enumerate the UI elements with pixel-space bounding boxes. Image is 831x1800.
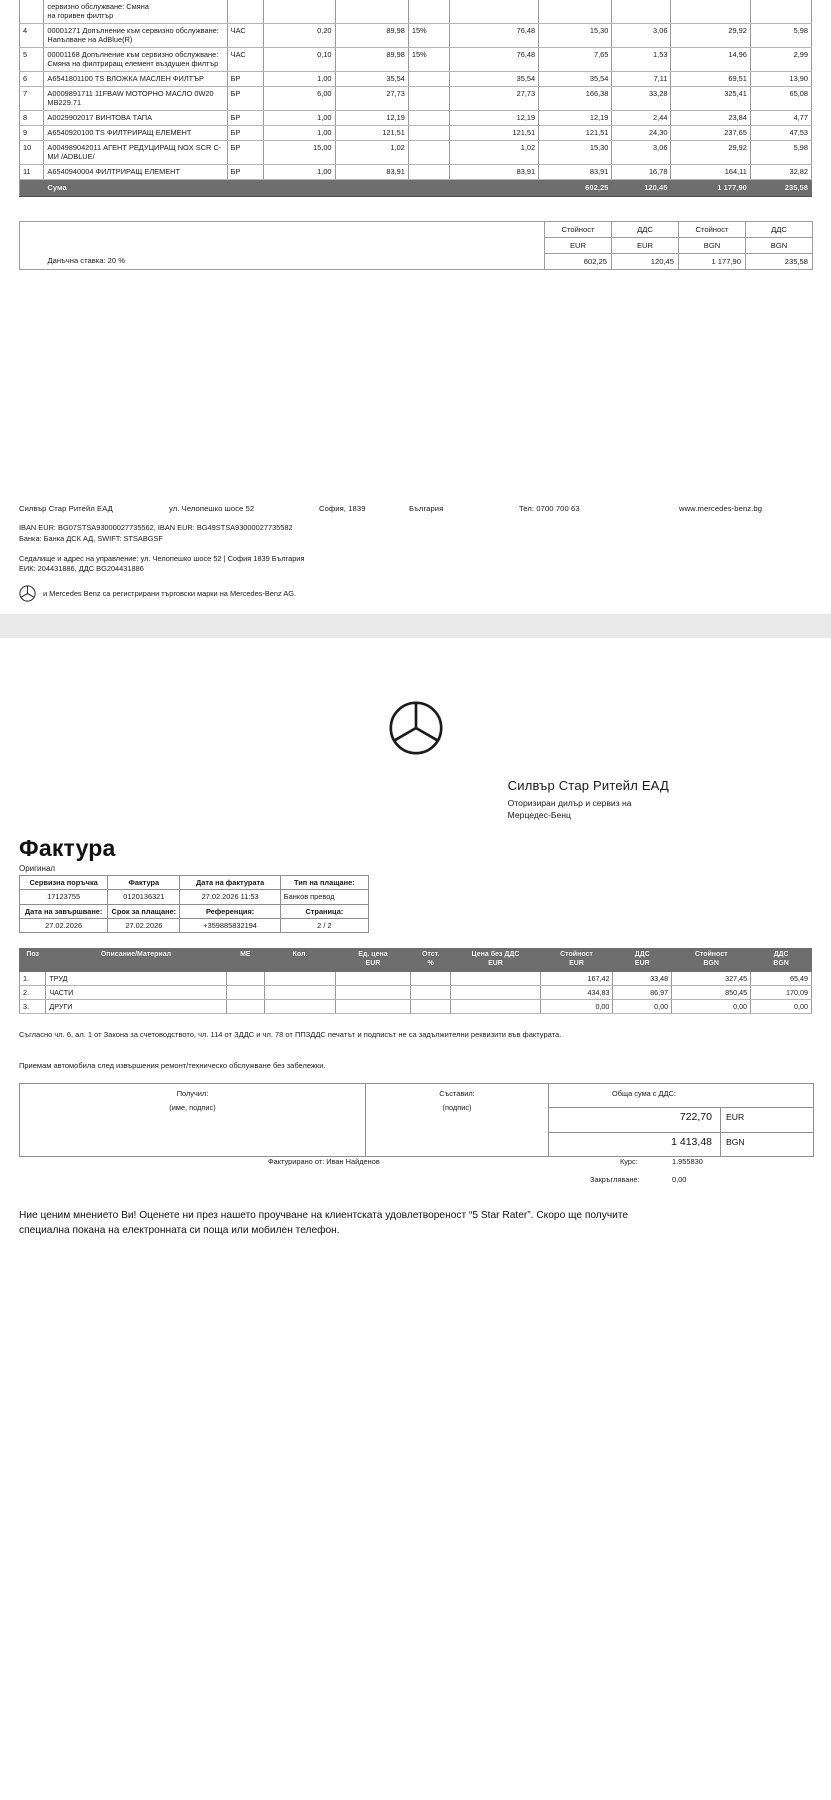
table-row	[20, 985, 812, 999]
summary-col-header-1: Описание/Материал	[46, 949, 226, 972]
clipped-st1	[539, 0, 612, 24]
cell-otst	[408, 126, 449, 141]
composer-label: Съставил:	[439, 1089, 475, 1098]
cell-kol: 1,00	[264, 165, 335, 180]
vat-summary-table	[19, 221, 813, 270]
meta-header-row-1	[20, 876, 369, 890]
footer-city: София, 1839	[319, 504, 366, 514]
clipped-desc-line2: на горивен филтър	[47, 11, 114, 21]
meta-header-row-2	[20, 904, 369, 918]
total-label: Обща сума с ДДС:	[612, 1089, 676, 1098]
summary-col-header-7: Стойност EUR	[540, 949, 613, 972]
rounding-label: Закръгляване:	[590, 1175, 640, 1184]
total-divider-2	[548, 1132, 813, 1133]
cell-dds_bgn: 5,98	[750, 141, 811, 165]
summary-cell-kol	[265, 999, 336, 1013]
footer-trademark-line	[19, 585, 812, 602]
table-row	[20, 111, 812, 126]
cell-dds_bgn: 32,82	[750, 165, 811, 180]
cell-dds_bgn: 13,90	[750, 72, 811, 87]
table-row	[20, 141, 812, 165]
cell-pos: 8	[20, 111, 44, 126]
cell-ed_cena: 27,73	[335, 87, 408, 111]
footer-bank: Банка: Банка ДСК АД, SWIFT: STSABGSF	[19, 533, 163, 543]
cell-dds_bgn: 4,77	[750, 111, 811, 126]
cell-ed_cena: 121,51	[335, 126, 408, 141]
cell-cena_bez_dds: 27,73	[449, 87, 539, 111]
exchange-rate-label: Курс:	[620, 1157, 638, 1166]
clipped-kol	[264, 0, 335, 24]
cell-pos: 6	[20, 72, 44, 87]
vat-value-stoinost-eur: 602,25	[545, 253, 612, 269]
clipped-cena	[449, 0, 539, 24]
meta-value-service-order: 17123755	[20, 890, 108, 904]
cell-desc: 00001271 Допълнение към сервизно обслужване: Напълване на AdBlue(R)	[44, 24, 227, 48]
page-title: Фактура	[19, 835, 116, 861]
vat-header-row-1	[20, 221, 813, 237]
cell-dds_eur: 2,44	[612, 111, 671, 126]
summary-cell-dds_eur: 33,48	[613, 971, 672, 985]
summary-cell-me	[226, 999, 264, 1013]
vat-value-dds-eur: 120,45	[612, 253, 679, 269]
mercedes-star-icon	[19, 585, 36, 602]
legal-note: Съгласно чл. 6, ал. 1 от Закона за счетоводството, чл. 114 от ЗДДС и чл. 78 от ППЗДДС печатът и подписът не са задължителни реквизити във фактурата.	[19, 1030, 562, 1039]
cell-otst	[408, 72, 449, 87]
clipped-ots	[408, 0, 449, 24]
vat-value-stoinost-bgn: 1 177,90	[679, 253, 746, 269]
cell-pos: 9	[20, 126, 44, 141]
signature-divider-2	[548, 1084, 549, 1156]
meta-label-reference: Референция:	[180, 904, 280, 918]
summary-cell-dds_bgn: 170,09	[751, 985, 812, 999]
table-row	[20, 126, 812, 141]
cell-kol: 15,00	[264, 141, 335, 165]
meta-value-completion-date: 27.02.2026	[20, 918, 108, 932]
cell-pos: 4	[20, 24, 44, 48]
clipped-ed	[335, 0, 408, 24]
footer-seat: Седалище и адрес на управление: ул. Челопешко шосе 52 | София 1839 България	[19, 553, 305, 563]
cell-pos: 5	[20, 48, 44, 72]
cell-stoinost_eur: 121,51	[539, 126, 612, 141]
meta-value-payment-term: 27.02.2026	[108, 918, 180, 932]
cell-me: БР	[227, 72, 264, 87]
cell-kol: 1,00	[264, 111, 335, 126]
cell-kol: 0,20	[264, 24, 335, 48]
table-row	[20, 72, 812, 87]
meta-value-reference: +359885832194	[180, 918, 280, 932]
summary-col-header-8: ДДС EUR	[613, 949, 672, 972]
summary-cell-dds_eur: 0,00	[613, 999, 672, 1013]
vat-head-dds-bgn: ДДС	[746, 221, 813, 237]
meta-value-invoice-date: 27.02.2026 11:53	[180, 890, 280, 904]
cell-stoinost_bgn: 29,92	[671, 141, 750, 165]
summary-cell-cena	[451, 985, 540, 999]
cell-me: ЧАС	[227, 24, 264, 48]
meta-label-invoice: Фактура	[108, 876, 180, 890]
total-currency-eur: EUR	[726, 1112, 745, 1122]
meta-label-invoice-date: Дата на фактурата	[180, 876, 280, 890]
summary-col-header-4: Ед. цена EUR	[335, 949, 410, 972]
total-currency-bgn: BGN	[726, 1137, 745, 1147]
table-row	[20, 165, 812, 180]
meta-value-invoice: 0120136321	[108, 890, 180, 904]
receiver-label: Получил:	[176, 1089, 209, 1098]
cell-desc: A004989042011 АГЕНТ РЕДУЦИРАЩ NOX SCR С-МИ /ADBLUE/	[44, 141, 227, 165]
cell-otst	[408, 141, 449, 165]
cell-desc: A0009891711 11FBAW МОТОРНО МАСЛО 0W20 MB229.71	[44, 87, 227, 111]
cell-dds_bgn: 2,99	[750, 48, 811, 72]
meta-label-completion-date: Дата на завършване:	[20, 904, 108, 918]
cell-pos: 7	[20, 87, 44, 111]
footer-website[interactable]: www.mercedes-benz.bg	[679, 504, 763, 514]
cell-stoinost_bgn: 164,11	[671, 165, 750, 180]
page1-footer	[0, 504, 831, 614]
exchange-rate-value: 1.955830	[672, 1157, 703, 1166]
summary-cell-st_bgn: 0,00	[672, 999, 751, 1013]
cell-cena_bez_dds: 12,19	[449, 111, 539, 126]
summary-cell-ots	[410, 971, 451, 985]
summary-cell-st_eur: 167,42	[540, 971, 613, 985]
cell-cena_bez_dds: 35,54	[449, 72, 539, 87]
summary-cell-desc: ЧАСТИ	[46, 985, 226, 999]
cell-me: ЧАС	[227, 48, 264, 72]
currency-divider	[720, 1107, 721, 1156]
summary-col-header-0: Поз	[20, 949, 46, 972]
dealer-subtitle-line2: Мерцедес-Бенц	[507, 809, 571, 820]
clipped-st2	[671, 0, 750, 24]
cell-desc: 00001168 Допълнение към сервизно обслужване: Смяна на филтриращ елемент въздушен филтър	[44, 48, 227, 72]
meta-label-page: Страница:	[280, 904, 368, 918]
cell-stoinost_eur: 15,30	[539, 24, 612, 48]
total-kol	[264, 180, 335, 196]
vat-value-dds-bgn: 235,58	[746, 253, 813, 269]
vat-rate-label: Данъчна ставка: 20 %	[44, 253, 545, 269]
table-row	[20, 24, 812, 48]
total-amount-bgn: 1 413,48	[671, 1136, 712, 1148]
summary-cell-ed	[335, 971, 410, 985]
cell-kol: 6,00	[264, 87, 335, 111]
meta-value-row-2	[20, 918, 369, 932]
cell-dds_eur: 7,11	[612, 72, 671, 87]
cell-dds_eur: 33,28	[612, 87, 671, 111]
meta-label-payment-type: Тип на плащане:	[280, 876, 368, 890]
summary-col-header-9: Стойност BGN	[672, 949, 751, 972]
meta-value-page: 2 / 2	[280, 918, 368, 932]
meta-label-payment-term: Срок за плащане:	[108, 904, 180, 918]
summary-cell-pos: 3.	[20, 999, 46, 1013]
cell-ed_cena: 89,98	[335, 24, 408, 48]
table-row	[20, 971, 812, 985]
summary-cell-kol	[265, 971, 336, 985]
cell-me: БР	[227, 111, 264, 126]
cell-stoinost_bgn: 14,96	[671, 48, 750, 72]
cell-me: БР	[227, 165, 264, 180]
signature-box	[19, 1083, 814, 1157]
summary-cell-st_eur: 434,83	[540, 985, 613, 999]
total-me	[227, 180, 264, 196]
summary-cell-desc: ДРУГИ	[46, 999, 226, 1013]
cell-ed_cena: 89,98	[335, 48, 408, 72]
table-row	[20, 87, 812, 111]
summary-cell-st_bgn: 850,45	[672, 985, 751, 999]
summary-cell-st_bgn: 327,45	[672, 971, 751, 985]
cell-kol: 1,00	[264, 72, 335, 87]
summary-cell-desc: ТРУД	[46, 971, 226, 985]
cell-ed_cena: 1,02	[335, 141, 408, 165]
summary-cell-dds_bgn: 0,00	[751, 999, 812, 1013]
vat-cur-bgn-1: BGN	[679, 237, 746, 253]
summary-cell-st_eur: 0,00	[540, 999, 613, 1013]
cell-ed_cena: 12,19	[335, 111, 408, 126]
cell-stoinost_eur: 12,19	[539, 111, 612, 126]
cell-dds_eur: 1,53	[612, 48, 671, 72]
summary-col-header-5: Отст. %	[410, 949, 451, 972]
vat-spacer-b	[44, 221, 545, 237]
summary-cell-pos: 2.	[20, 985, 46, 999]
meta-label-service-order: Сервизна поръчка	[20, 876, 108, 890]
page-subtitle: Оригинал	[19, 864, 56, 873]
cell-dds_eur: 16,78	[612, 165, 671, 180]
cell-kol: 1,00	[264, 126, 335, 141]
cell-dds_bgn: 47,53	[750, 126, 811, 141]
cell-cena_bez_dds: 1,02	[449, 141, 539, 165]
footer-company: Силвър Стар Ритейл ЕАД	[19, 504, 113, 514]
invoice-page-2	[0, 638, 831, 1800]
cell-stoinost_bgn: 69,51	[671, 72, 750, 87]
total-stoinost-bgn: 1 177,90	[671, 180, 750, 196]
cell-desc: A6541801100 TS ВЛОЖКА МАСЛЕН ФИЛТЪР	[44, 72, 227, 87]
summary-col-header-6: Цена без ДДС EUR	[451, 949, 540, 972]
line-items-table	[19, 0, 812, 197]
total-dds-bgn: 235,58	[750, 180, 811, 196]
vat-spacer-a	[20, 221, 44, 237]
table-row	[20, 999, 812, 1013]
summary-cell-pos: 1.	[20, 971, 46, 985]
cell-dds_eur: 3,06	[612, 24, 671, 48]
total-pos	[20, 180, 44, 196]
composer-sub: (подпис)	[442, 1103, 472, 1112]
receiver-sub: (име, подпис)	[169, 1103, 216, 1112]
footer-address-line	[19, 504, 812, 513]
summary-cell-ed	[335, 985, 410, 999]
thank-you-message: Ние ценим мнението Ви! Оценете ни през нашето проучване на клиентската удовлетвореност “5 Star Rater”. Скоро ще получите специална покана на електронната си поща или мобилен телефон.	[19, 1210, 629, 1237]
cell-stoinost_bgn: 237,65	[671, 126, 750, 141]
cell-otst: 15%	[408, 48, 449, 72]
vat-cur-bgn-2: BGN	[746, 237, 813, 253]
cell-dds_eur: 24,30	[612, 126, 671, 141]
cell-desc: A0029902017 ВИНТОВА ТАПА	[44, 111, 227, 126]
cell-stoinost_eur: 35,54	[539, 72, 612, 87]
summary-col-header-10: ДДС BGN	[751, 949, 812, 972]
footer-phone: Тел: 0700 700 63	[519, 504, 580, 514]
total-ots	[408, 180, 449, 196]
total-dds-eur: 120,45	[612, 180, 671, 196]
cell-otst	[408, 111, 449, 126]
table-total-row	[20, 180, 812, 196]
summary-col-header-3: Кол.	[265, 949, 336, 972]
cell-stoinost_eur: 83,91	[539, 165, 612, 180]
summary-totals-table	[19, 948, 812, 1014]
clipped-dds2	[750, 0, 811, 24]
cell-dds_eur: 3,06	[612, 141, 671, 165]
total-ed	[335, 180, 408, 196]
total-divider-1	[548, 1107, 813, 1108]
cell-cena_bez_dds: 76,48	[449, 24, 539, 48]
cell-pos: 10	[20, 141, 44, 165]
cell-desc: A6540920100 TS ФИЛТРИРАЩ ЕЛЕМЕНТ	[44, 126, 227, 141]
dealer-block	[508, 778, 669, 821]
vat-head-dds-eur: ДДС	[612, 221, 679, 237]
cell-stoinost_bgn: 325,41	[671, 87, 750, 111]
cell-stoinost_eur: 166,38	[539, 87, 612, 111]
cell-cena_bez_dds: 83,91	[449, 165, 539, 180]
vat-head-stoinost-eur: Стойност	[545, 221, 612, 237]
rounding-value: 0,00	[672, 1175, 687, 1184]
summary-cell-dds_bgn: 65,49	[751, 971, 812, 985]
table-row	[20, 48, 812, 72]
vat-spacer-d	[44, 237, 545, 253]
cell-cena_bez_dds: 121,51	[449, 126, 539, 141]
dealer-name: Силвър Стар Ритейл ЕАД	[507, 778, 669, 793]
footer-trademark-text: и Mercedes Benz са регистрирани търговски марки на Mercedes-Benz AG.	[43, 589, 297, 598]
footer-iban: IBAN EUR: BG07STSA93000027735562, IBAN EUR: BG49STSA93000027735582	[19, 523, 293, 533]
table-row-clipped	[20, 0, 812, 24]
cell-stoinost_eur: 15,30	[539, 141, 612, 165]
vat-spacer-e	[20, 253, 44, 269]
total-stoinost-eur: 602,25	[539, 180, 612, 196]
clipped-me	[227, 0, 264, 24]
cell-desc: A6540940004 ФИЛТРИРАЩ ЕЛЕМЕНТ	[44, 165, 227, 180]
cell-stoinost_eur: 7,65	[539, 48, 612, 72]
cell-me: БР	[227, 87, 264, 111]
summary-cell-ots	[410, 999, 451, 1013]
meta-value-row-1	[20, 890, 369, 904]
summary-cell-ed	[335, 999, 410, 1013]
invoice-meta-table	[19, 875, 369, 933]
summary-cell-cena	[451, 999, 540, 1013]
cell-pos: 11	[20, 165, 44, 180]
mercedes-star-logo-icon	[388, 700, 444, 761]
total-amount-eur: 722,70	[679, 1111, 712, 1123]
cell-stoinost_bgn: 29,92	[671, 24, 750, 48]
summary-cell-me	[226, 971, 264, 985]
vat-spacer-c	[20, 237, 44, 253]
cell-otst: 15%	[408, 24, 449, 48]
footer-street: ул. Челопешко шосе 52	[169, 504, 255, 514]
vat-header-row-2	[20, 237, 813, 253]
page-separator	[0, 614, 831, 638]
footer-country: България	[409, 504, 444, 514]
summary-header-row	[20, 949, 812, 972]
cell-stoinost_bgn: 23,84	[671, 111, 750, 126]
footer-financial-block	[19, 523, 812, 575]
vat-cur-eur-2: EUR	[612, 237, 679, 253]
summary-cell-me	[226, 985, 264, 999]
invoice-page-1	[0, 0, 831, 614]
cell-dds_bgn: 5,98	[750, 24, 811, 48]
dealer-subtitle-line1: Оторизиран дилър и сервиз на	[507, 798, 632, 808]
summary-col-header-2: МЕ	[226, 949, 264, 972]
summary-cell-dds_eur: 86,97	[613, 985, 672, 999]
cell-ed_cena: 83,91	[335, 165, 408, 180]
acceptance-note: Приемам автомобила след извършения ремонт/техническо обслужване без забележки.	[19, 1061, 326, 1070]
vat-rate-row	[20, 253, 813, 269]
issued-by: Фактурирано от: Иван Найденов	[268, 1157, 380, 1166]
footer-eik: ЕИК: 204431886, ДДС BG204431886	[19, 564, 144, 574]
summary-cell-ots	[410, 985, 451, 999]
total-cena	[449, 180, 539, 196]
summary-cell-kol	[265, 985, 336, 999]
cell-dds_bgn: 65,08	[750, 87, 811, 111]
cell-cena_bez_dds: 76,48	[449, 48, 539, 72]
clipped-desc-line1: сервизно обслужване: Смяна	[47, 2, 149, 11]
cell-otst	[408, 165, 449, 180]
cell-kol: 0,10	[264, 48, 335, 72]
clipped-pos	[20, 0, 44, 24]
cell-me: БР	[227, 141, 264, 165]
cell-otst	[408, 87, 449, 111]
vat-cur-eur-1: EUR	[545, 237, 612, 253]
cell-me: БР	[227, 126, 264, 141]
meta-value-payment-type: Банков превод	[280, 890, 368, 904]
clipped-dds1	[612, 0, 671, 24]
vat-head-stoinost-bgn: Стойност	[679, 221, 746, 237]
cell-ed_cena: 35,54	[335, 72, 408, 87]
total-label: Сума	[44, 180, 227, 196]
summary-cell-cena	[451, 971, 540, 985]
clipped-desc	[44, 0, 227, 24]
